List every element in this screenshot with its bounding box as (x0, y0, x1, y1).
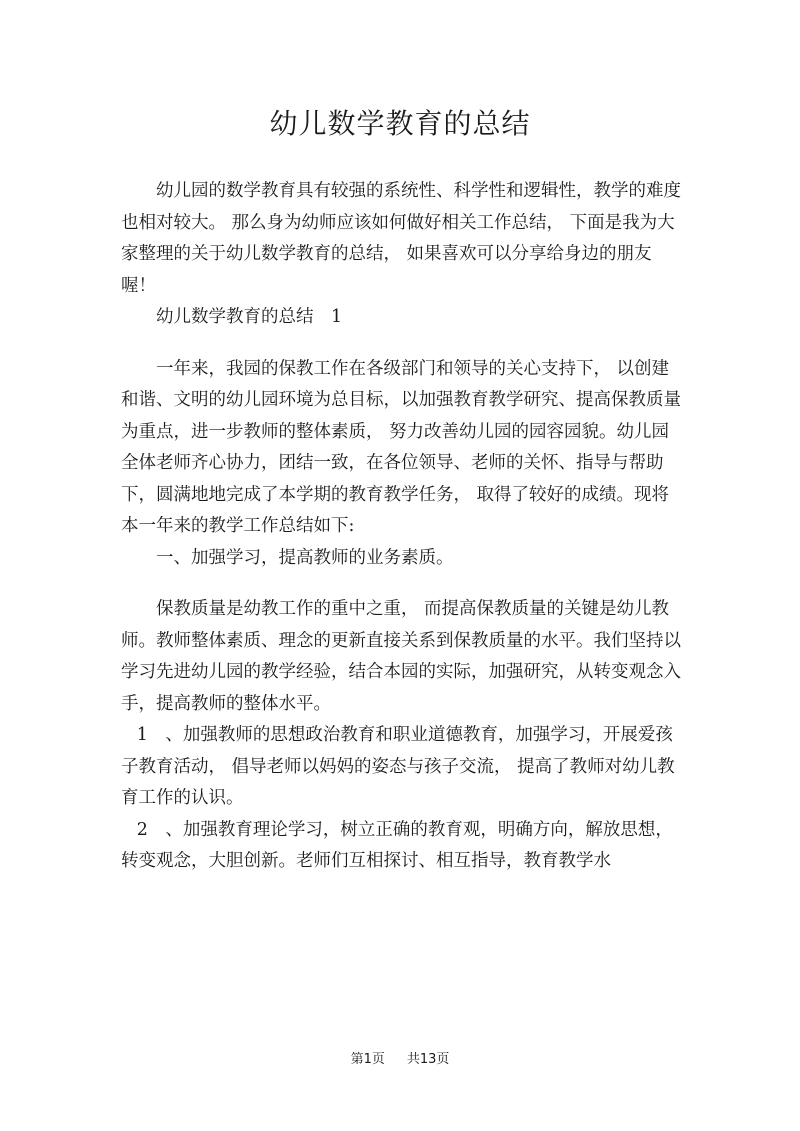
paragraph-1: 一年来，我园的保教工作在各级部门和领导的关心支持下， 以创建和谐、文明的幼儿园环境为总目标，以加强教育教学研究、提高保教质量为重点，进一步教师的整体素质， 努力改善幼儿园的园容园貌。幼儿园全体老师齐心协力，团结一致，在各位领导、老师的关怀、指导与帮助下，圆满地地完成了本学期的教育教学任务， 取得了较好的成绩。现将本一年来的教学工作总结如下: (121, 358, 681, 536)
section-heading: 幼儿数学教育的总结 1 (156, 307, 343, 327)
page-number: 第1页 (350, 1052, 385, 1067)
page-footer (0, 1048, 800, 1067)
document-title: 幼儿数学教育的总结 (269, 107, 531, 140)
paragraph-2: 保教质量是幼教工作的重中之重， 而提高保教质量的关键是幼儿教师。教师整体素质、理念的更新直接关系到保教质量的水平。我们坚持以学习先进幼儿园的教学经验，结合本园的实际，加强研究，从转变观念入手，提高教师的整体水平。 (121, 599, 681, 714)
intro-paragraph: 幼儿园的数学教育具有较强的系统性、科学性和逻辑性，教学的难度也相对较大。 那么身为幼师应该如何做好相关工作总结， 下面是我为大家整理的关于幼儿数学教育的总结， 如果喜欢可以分享给身边的朋友喔！ (121, 181, 681, 296)
document-body (121, 176, 681, 878)
list-item-2: 2 、加强教育理论学习，树立正确的教育观，明确方向，解放思想，转变观念，大胆创新。老师们互相探讨、相互指导，教育教学水 (121, 819, 673, 871)
list-item-1: 1 、加强教师的思想政治教育和职业道德教育，加强学习，开展爱孩子教育活动， 倡导老师以妈妈的姿态与孩子交流， 提高了教师对幼儿教育工作的认识。 (121, 725, 675, 808)
subheading-1: 一、加强学习，提高教师的业务素质。 (156, 547, 454, 568)
page-total: 共13页 (406, 1052, 450, 1067)
